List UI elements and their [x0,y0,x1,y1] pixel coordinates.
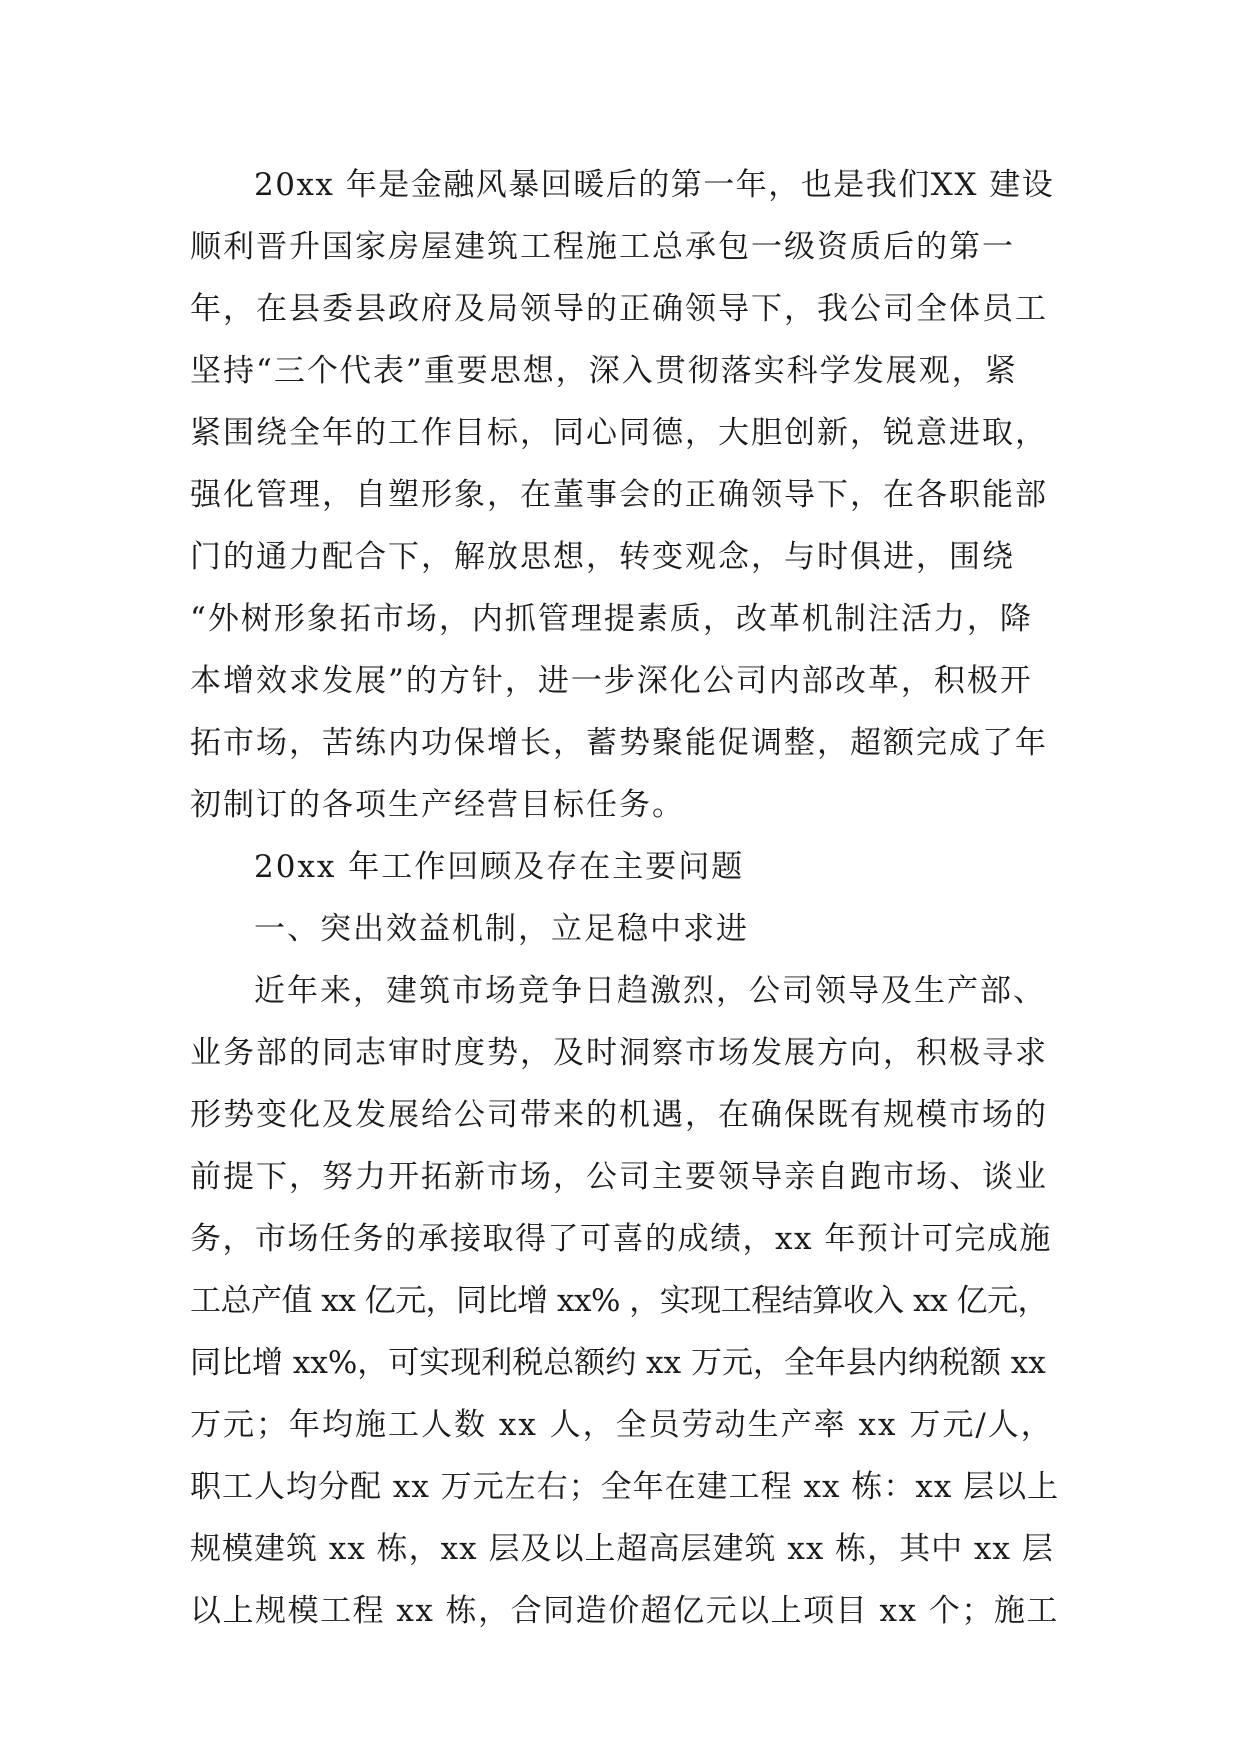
text-line: 以上规模工程 xx 栋，合同造价超亿元以上项目 xx 个；施工 [190,1593,1059,1629]
text-line: 工总产值 xx 亿元，同比增 xx% ，实现工程结算收入 xx 亿元， [190,1283,1048,1319]
text-line: 紧围绕全年的工作目标，同心同德，大胆创新，锐意进取， [190,415,1048,451]
text-line: 坚持“三个代表”重要思想，深入贯彻落实科学发展观，紧 [190,353,1018,389]
text-line: 初制订的各项生产经营目标任务。 [190,787,685,823]
text-line: 规模建筑 xx 栋，xx 层及以上超高层建筑 xx 栋，其中 xx 层 [190,1531,1054,1567]
text-line: 近年来，建筑市场竞争日趋激烈，公司领导及生产部、 [254,973,1046,1009]
text-line: 前提下，努力开拓新市场，公司主要领导亲自跑市场、谈业 [190,1159,1048,1195]
document-body [190,154,1060,1642]
text-line: 20xx 年是金融风暴回暖后的第一年，也是我们XX 建设 [254,167,1055,203]
text-line: 形势变化及发展给公司带来的机遇，在确保既有规模市场的 [190,1097,1048,1133]
text-line: 务，市场任务的承接取得了可喜的成绩，xx 年预计可完成施 [190,1221,1052,1257]
text-line: 顺利晋升国家房屋建筑工程施工总承包一级资质后的第一 [190,229,1015,265]
text-line: 拓市场，苦练内功保增长，蓄势聚能促调整，超额完成了年 [190,725,1048,761]
text-line: 同比增 xx%，可实现利税总额约 xx 万元，全年县内纳税额 xx [190,1345,1046,1381]
text-line: “外树形象拓市场，内抓管理提素质，改革机制注活力，降 [190,601,1033,637]
text-line: 一、突出效益机制，立足稳中求进 [254,911,749,947]
text-line: 20xx 年工作回顾及存在主要问题 [254,849,745,885]
text-line: 本增效求发展”的方针，进一步深化公司内部改革，积极开 [190,663,1033,699]
text-line: 万元；年均施工人数 xx 人，全员劳动生产率 xx 万元/人， [190,1407,1054,1443]
text-line: 职工人均分配 xx 万元左右；全年在建工程 xx 栋：xx 层以上 [190,1469,1060,1505]
text-line: 年，在县委县政府及局领导的正确领导下，我公司全体员工 [190,291,1048,327]
text-line: 门的通力配合下，解放思想，转变观念，与时俱进，围绕 [190,539,1015,575]
text-line: 业务部的同志审时度势，及时洞察市场发展方向，积极寻求 [190,1035,1048,1071]
text-line: 强化管理，自塑形象，在董事会的正确领导下，在各职能部 [190,477,1048,513]
